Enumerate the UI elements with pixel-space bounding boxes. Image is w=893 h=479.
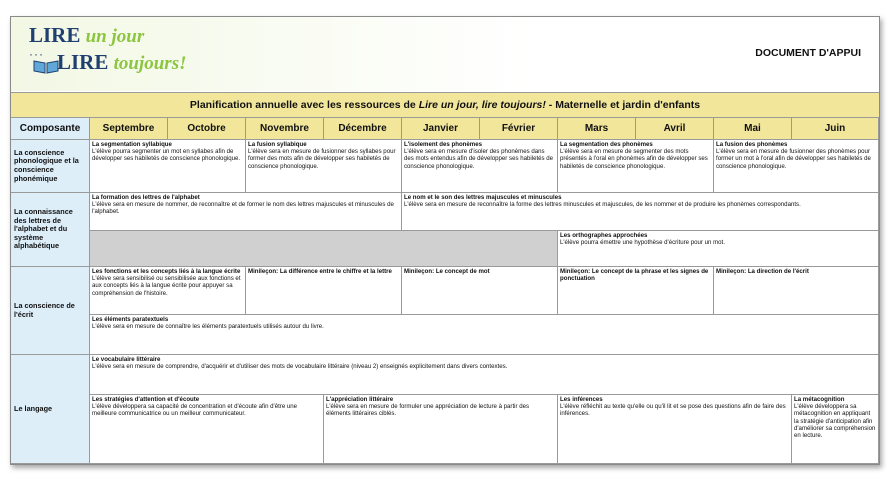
table-cell: Les orthographes approchées L'élève pourra émettre une hypothèse d'écriture pour un mot. <box>558 231 879 267</box>
table-cell: La fusion des phonèmes L'élève sera en mesure de fusionner des phonèmes pour former un mot à l'oral afin de développer ses habiletés de conscience phonologique. <box>714 140 879 193</box>
table-cell: Le nom et le son des lettres majuscules et minuscules L'élève sera en mesure de reconnaître la forme des lettres minuscules et majuscules, de les nommer et de produire les phonèmes correspondants. <box>402 193 879 231</box>
table-cell: Le vocabulaire littéraire L'élève sera en mesure de comprendre, d'acquérir et d'utiliser des mots de vocabulaire littéraire (niveau 2) enseignés explicitement dans divers contextes. <box>90 355 879 395</box>
component-language: Le langage <box>11 355 90 464</box>
table-cell: L'isolement des phonèmes L'élève sera en mesure d'isoler des phonèmes dans des mots entendus afin de développer ses habiletés de conscience phonologique. <box>402 140 558 193</box>
table-cell: La segmentation des phonèmes L'élève sera en mesure de segmenter des mots présentés à l'oral en phonèmes afin de développer ses habiletés de conscience phonologique. <box>558 140 714 193</box>
table-cell: L'appréciation littéraire L'élève sera en mesure de formuler une appréciation de lecture à partir des éléments littéraires ciblés. <box>324 395 558 464</box>
table-cell: La segmentation syllabique L'élève pourra segmenter un mot en syllabes afin de développer ses habiletés de conscience phonologique. <box>90 140 246 193</box>
table-cell: Minileçon: La direction de l'écrit <box>714 267 879 315</box>
document-type-label: DOCUMENT D'APPUI <box>755 47 861 59</box>
table-cell: Minileçon: Le concept de la phrase et les signes de ponctuation <box>558 267 714 315</box>
table-cell: Minileçon: La différence entre le chiffre et la lettre <box>246 267 402 315</box>
table-cell: Minileçon: Le concept de mot <box>402 267 558 315</box>
logo-line-1: LIRE un jour <box>29 23 145 47</box>
empty-shaded-cell <box>90 231 558 267</box>
table-cell: La formation des lettres de l'alphabet L'élève sera en mesure de nommer, de reconnaître et de former le nom des lettres majuscules et minuscules de l'alphabet. <box>90 193 402 231</box>
page-title: Planification annuelle avec les ressources de Lire un jour, lire toujours! - Maternelle et jardin d'enfants <box>11 92 879 118</box>
book-icon <box>33 58 59 74</box>
month-header: Mars <box>558 118 636 140</box>
month-header: Janvier <box>402 118 480 140</box>
logo-dots: ··· <box>29 47 44 61</box>
month-header: Mai <box>714 118 792 140</box>
month-header: Février <box>480 118 558 140</box>
table-cell: Les éléments paratextuels L'élève sera en mesure de connaître les éléments paratextuels utilisés autour du livre. <box>90 315 879 355</box>
component-phonological-awareness: La conscience phonologique et la conscience phonémique <box>11 140 90 193</box>
month-header: Avril <box>636 118 714 140</box>
logo-line-2: LIRE toujours! <box>57 50 187 74</box>
table-cell: La métacognition L'élève développera sa métacognition en appliquant la stratégie d'anticipation afin d'améliorer sa compréhension en lecture. <box>792 395 879 464</box>
month-header: Juin <box>792 118 879 140</box>
component-print-awareness: La conscience de l'écrit <box>11 267 90 355</box>
table-cell: Les stratégies d'attention et d'écoute L'élève développera sa capacité de concentration et d'écoute afin d'être une meilleure communicatrice ou un meilleur communicateur. <box>90 395 324 464</box>
month-header: Octobre <box>168 118 246 140</box>
table-cell: Les fonctions et les concepts liés à la langue écrite L'élève sera sensibilisé ou sensibilisée aux fonctions et aux concepts liés à la langue écrite pour appuyer sa compréhension de l'histoire. <box>90 267 246 315</box>
table-cell: Les inférences L'élève réfléchit au texte qu'elle ou qu'il lit et se pose des questions afin de faire des inférences. <box>558 395 792 464</box>
month-header: Novembre <box>246 118 324 140</box>
month-header: Septembre <box>90 118 168 140</box>
document-header <box>11 17 879 91</box>
month-header: Décembre <box>324 118 402 140</box>
table-cell: La fusion syllabique L'élève sera en mesure de fusionner des syllabes pour former des mots afin de développer ses habiletés de conscience phonologique. <box>246 140 402 193</box>
document-page <box>10 16 880 465</box>
component-column-header: Composante <box>11 118 90 140</box>
component-alphabet-knowledge: La connaissance des lettres de l'alphabet et du système alphabétique <box>11 193 90 267</box>
planning-table <box>11 118 879 464</box>
